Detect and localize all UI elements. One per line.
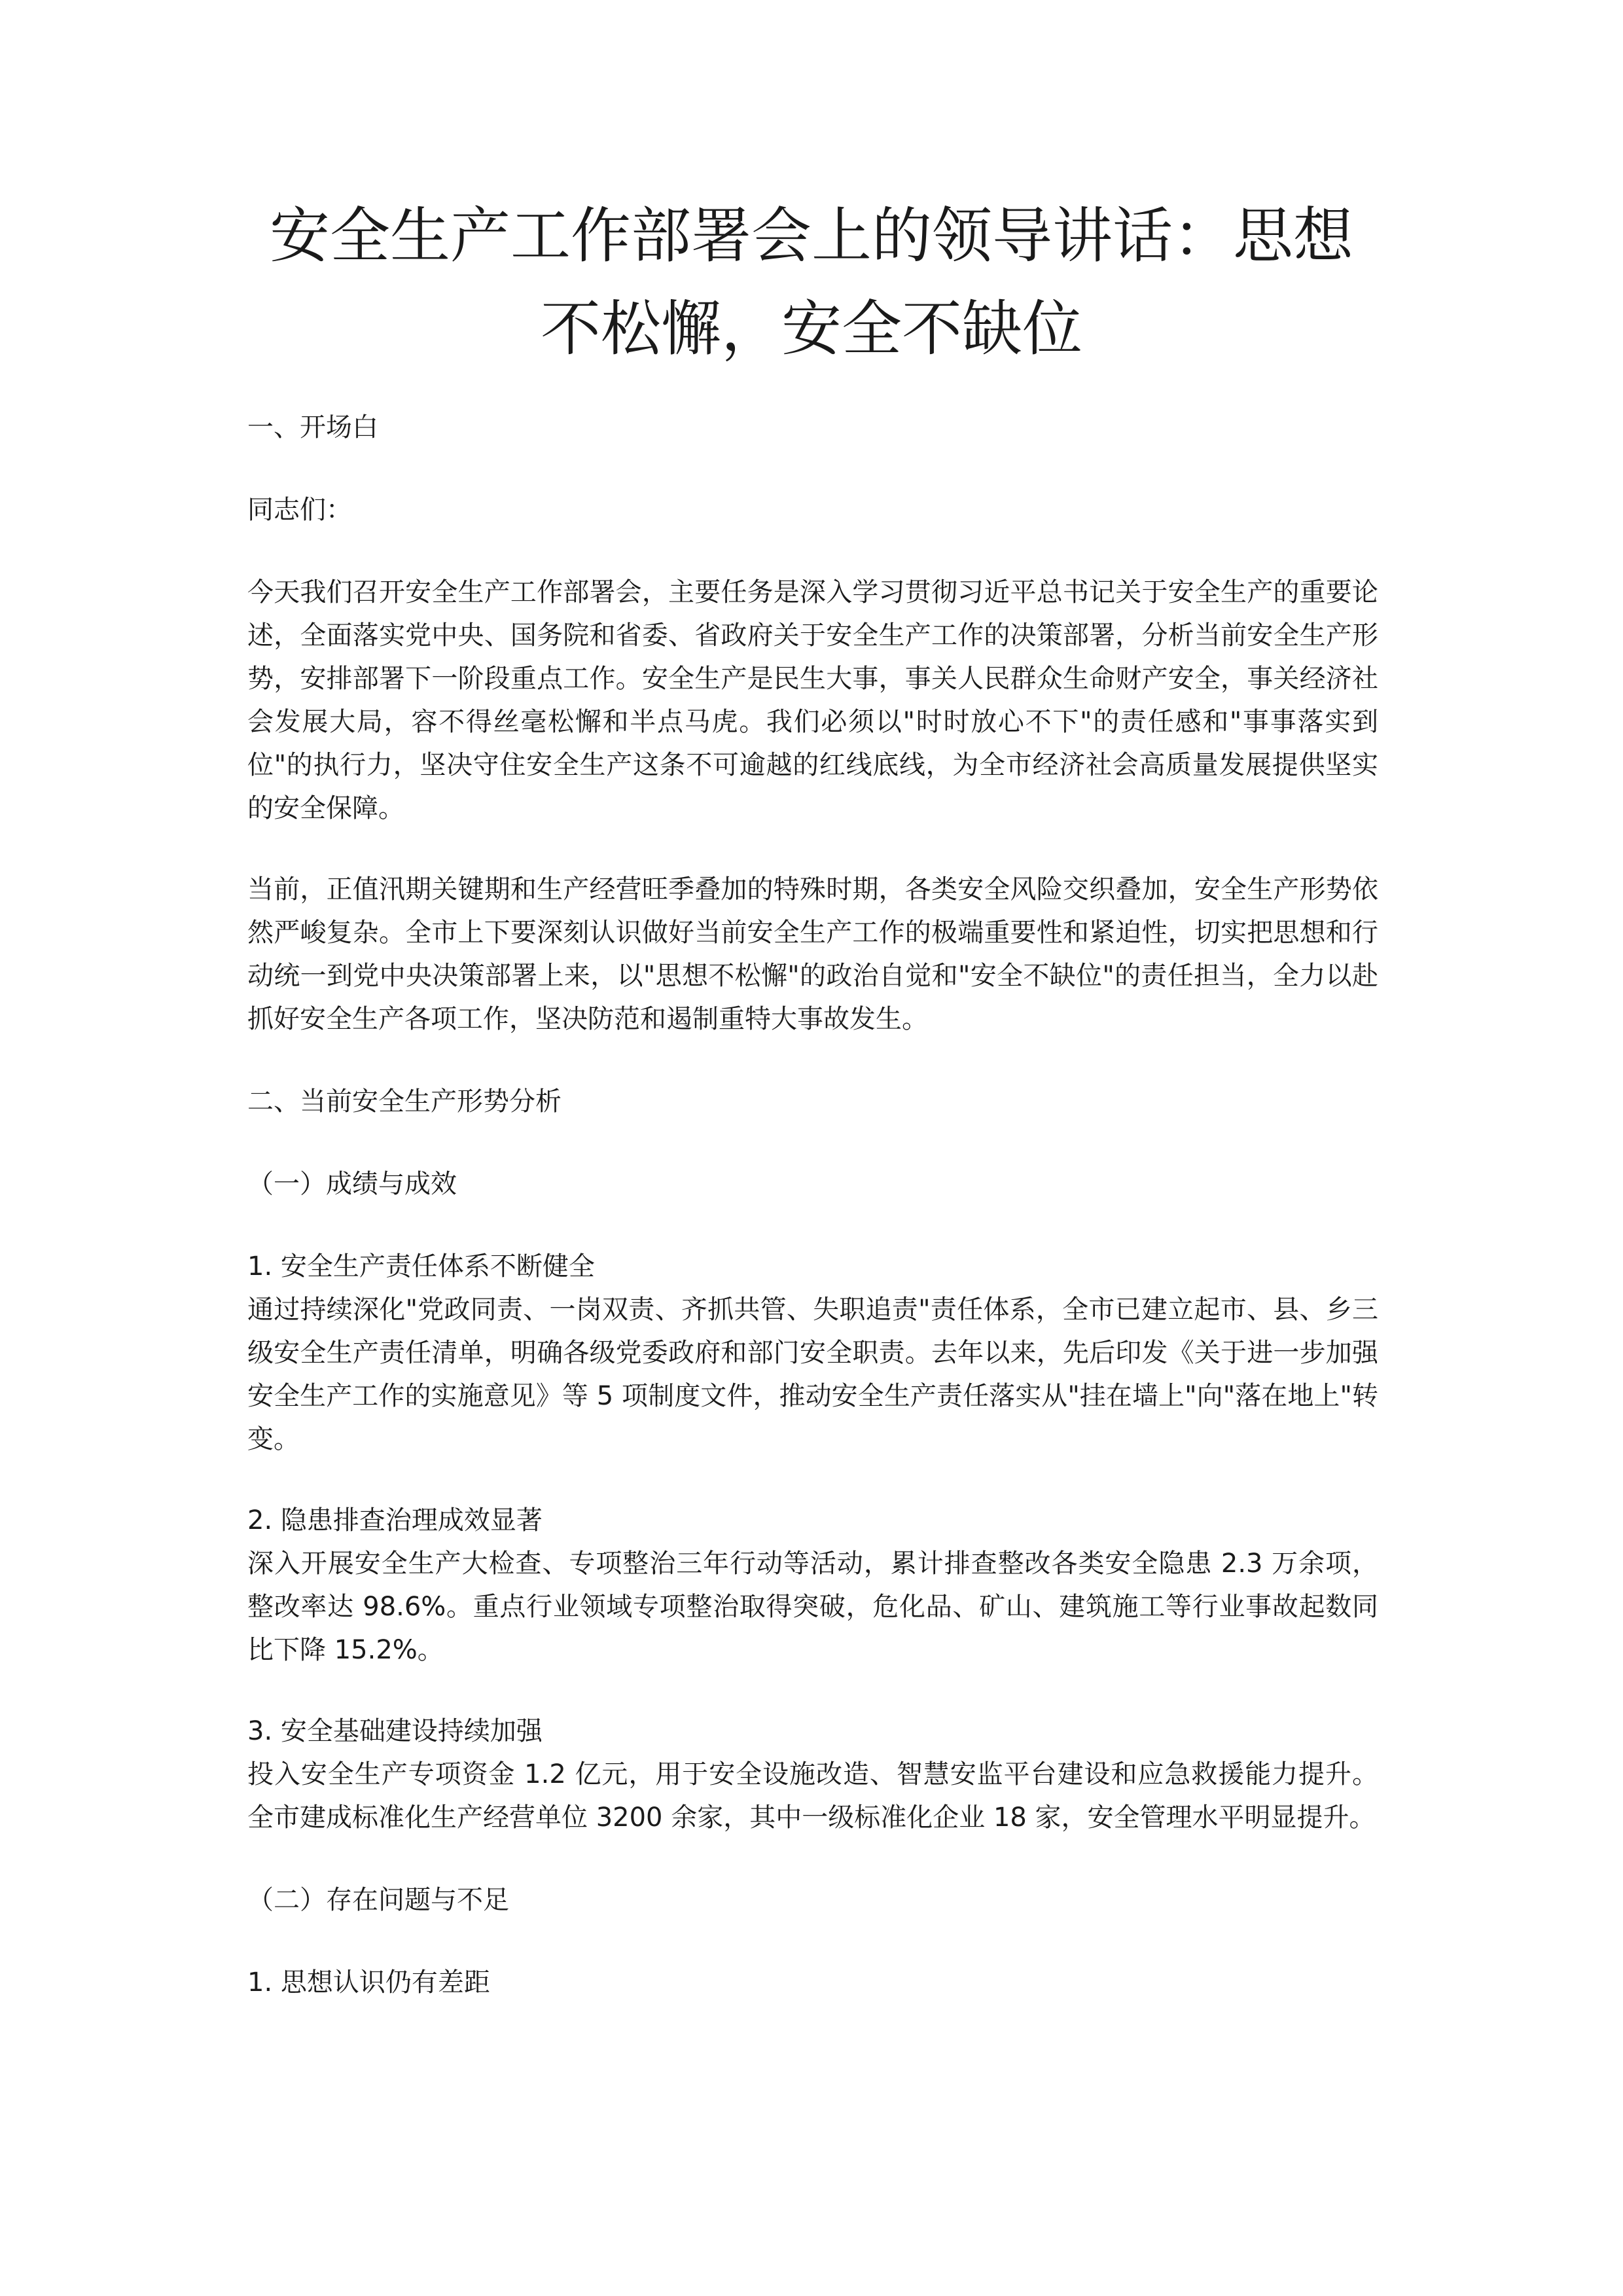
item-title-awareness: 1. 思想认识仍有差距 [247, 1967, 490, 1998]
item-title-hazards: 2. 隐患排查治理成效显著 [247, 1505, 543, 1535]
greeting: 同志们： [247, 495, 352, 525]
subheading-problems: （二）存在问题与不足 [247, 1885, 509, 1915]
document-title: 安全生产工作部署会上的领导讲话：思想不松懈，安全不缺位 [269, 201, 1353, 364]
item-body-hazards: 深入开展安全生产大检查、专项整治三年行动等活动，累计排查整改各类安全隐患 2.3 万余项，整改率达 98.6%。重点行业领域专项整治取得突破，危化品、矿山、建筑施工等行业事故起数同比下降 15.2%。 [247, 1549, 1378, 1665]
item-body-foundation: 投入安全生产专项资金 1.2 亿元，用于安全设施改造、智慧安监平台建设和应急救援能力提升。全市建成标准化生产经营单位 3200 余家，其中一级标准化企业 18 家，安全管理水平明显提升。 [247, 1759, 1378, 1833]
item-body-responsibility: 通过持续深化"党政同责、一岗双责、齐抓共管、失职追责"责任体系，全市已建立起市、县、乡三级安全生产责任清单，明确各级党委政府和部门安全职责。去年以来，先后印发《关于进一步加强安全生产工作的实施意见》等 5 项制度文件，推动安全生产责任落实从"挂在墙上"向"落在地上"转变。 [247, 1295, 1378, 1454]
paragraph-intro: 今天我们召开安全生产工作部署会，主要任务是深入学习贯彻习近平总书记关于安全生产的重要论述，全面落实党中央、国务院和省委、省政府关于安全生产工作的决策部署，分析当前安全生产形势，安排部署下一阶段重点工作。安全生产是民生大事，事关人民群众生命财产安全，事关经济社会发展大局，容不得丝毫松懈和半点马虎。我们必须以"时时放心不下"的责任感和"事事落实到位"的执行力，坚决守住安全生产这条不可逾越的红线底线，为全市经济社会高质量发展提供坚实的安全保障。 [247, 577, 1378, 823]
item-title-responsibility: 1. 安全生产责任体系不断健全 [247, 1251, 595, 1282]
paragraph-situation: 当前，正值汛期关键期和生产经营旺季叠加的特殊时期，各类安全风险交织叠加，安全生产形势依然严峻复杂。全市上下要深刻认识做好当前安全生产工作的极端重要性和紧迫性，切实把思想和行动统一到党中央决策部署上来，以"思想不松懈"的政治自觉和"安全不缺位"的责任担当，全力以赴抓好安全生产各项工作，坚决防范和遏制重特大事故发生。 [247, 874, 1378, 1034]
section-heading-analysis: 二、当前安全生产形势分析 [247, 1086, 562, 1117]
document-body [247, 406, 1378, 2004]
item-title-foundation: 3. 安全基础建设持续加强 [247, 1716, 543, 1746]
section-heading-opening: 一、开场白 [247, 412, 378, 442]
subheading-achievements: （一）成绩与成效 [247, 1169, 457, 1199]
